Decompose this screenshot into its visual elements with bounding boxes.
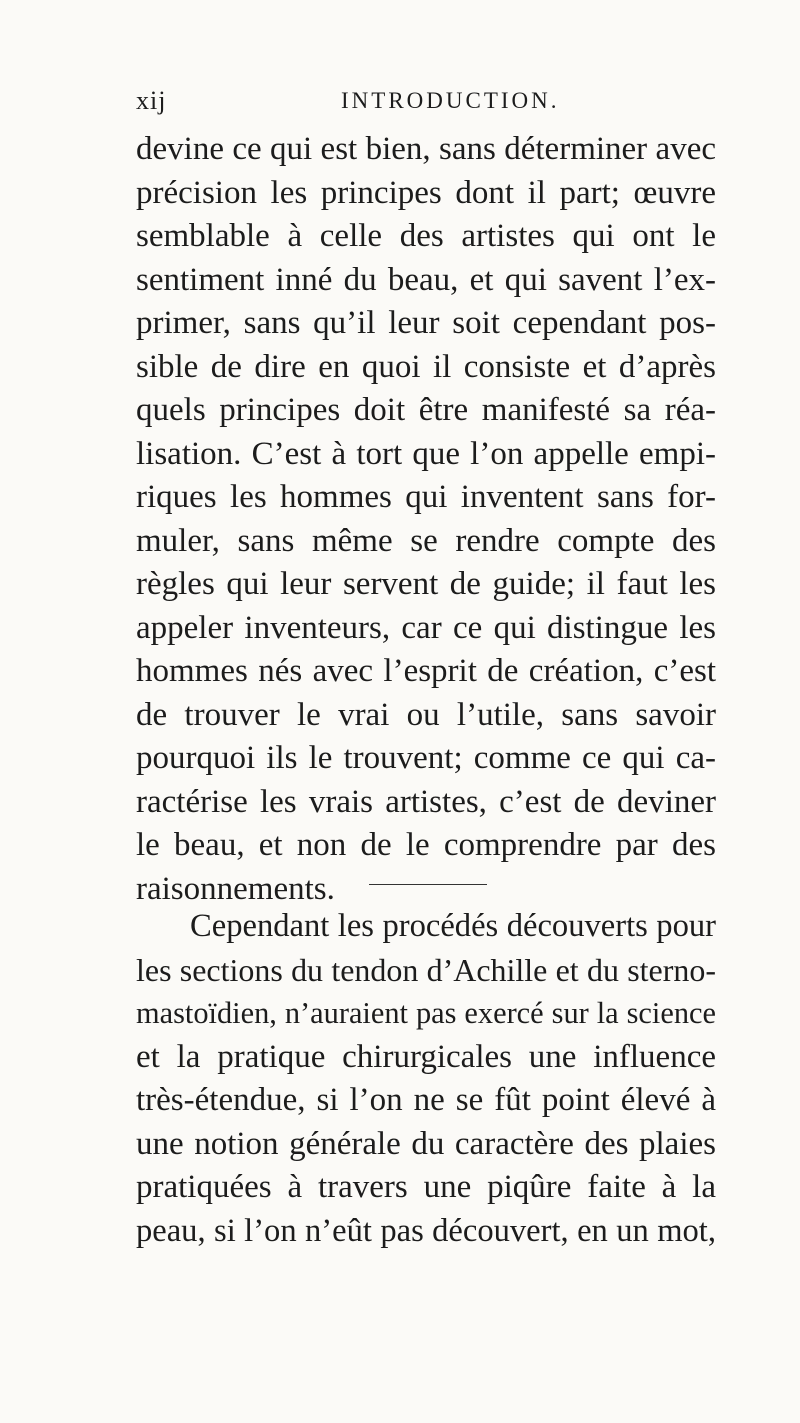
- text-line: pourquoi ils le trouvent; comme ce qui ca-: [136, 740, 716, 776]
- text-line: sentiment inné du beau, et qui savent l’ex-: [136, 261, 716, 298]
- text-line: hommes nés avec l’esprit de création, c’est: [136, 653, 716, 689]
- page-header: [136, 86, 691, 126]
- text-line: raisonnements.: [136, 870, 335, 907]
- paragraph-2: [136, 905, 716, 1253]
- text-line: règles qui leur servent de guide; il faut les: [136, 566, 716, 602]
- text-line: très-étendue, si l’on ne se fût point élevé à: [136, 1082, 716, 1118]
- text-line: et la pratique chirurgicales une influence: [136, 1038, 716, 1075]
- text-line: riques les hommes qui inventent sans for-: [136, 479, 716, 515]
- text-line: les sections du tendon d’Achille et du sterno-: [136, 952, 716, 988]
- text-line: sible de dire en quoi il consiste et d’après: [136, 348, 716, 385]
- text-line: de trouver le vrai ou l’utile, sans savoir: [136, 696, 716, 733]
- text-line: primer, sans qu’il leur soit cependant pos-: [136, 305, 716, 341]
- page-number: xij: [136, 86, 167, 115]
- text-line: précision les principes dont il part; œuvre: [136, 174, 716, 211]
- text-line: pratiquées à travers une piqûre faite à la: [136, 1169, 716, 1205]
- text-line: Cependant les procédés découverts pour: [190, 908, 716, 944]
- text-line: appeler inventeurs, car ce qui distingue les: [136, 609, 716, 646]
- section-divider: [369, 884, 487, 885]
- text-line: lisation. C’est à tort que l’on appelle empi-: [136, 435, 716, 472]
- text-line: quels principes doit être manifesté sa réa-: [136, 392, 716, 428]
- text-line: ractérise les vrais artistes, c’est de deviner: [136, 783, 716, 820]
- paragraph-1: [136, 128, 716, 911]
- text-line: devine ce qui est bien, sans déterminer avec: [136, 131, 716, 167]
- running-head: INTRODUCTION.: [341, 88, 560, 113]
- text-line: muler, sans même se rendre compte des: [136, 522, 716, 559]
- text-line: une notion générale du caractère des plaies: [136, 1125, 716, 1162]
- text-line: peau, si l’on n’eût pas découvert, en un mot,: [136, 1212, 716, 1249]
- text-line: mastoïdien, n’auraient pas exercé sur la science: [136, 996, 716, 1030]
- text-line: le beau, et non de le comprendre par des: [136, 827, 716, 863]
- text-line: semblable à celle des artistes qui ont le: [136, 218, 716, 254]
